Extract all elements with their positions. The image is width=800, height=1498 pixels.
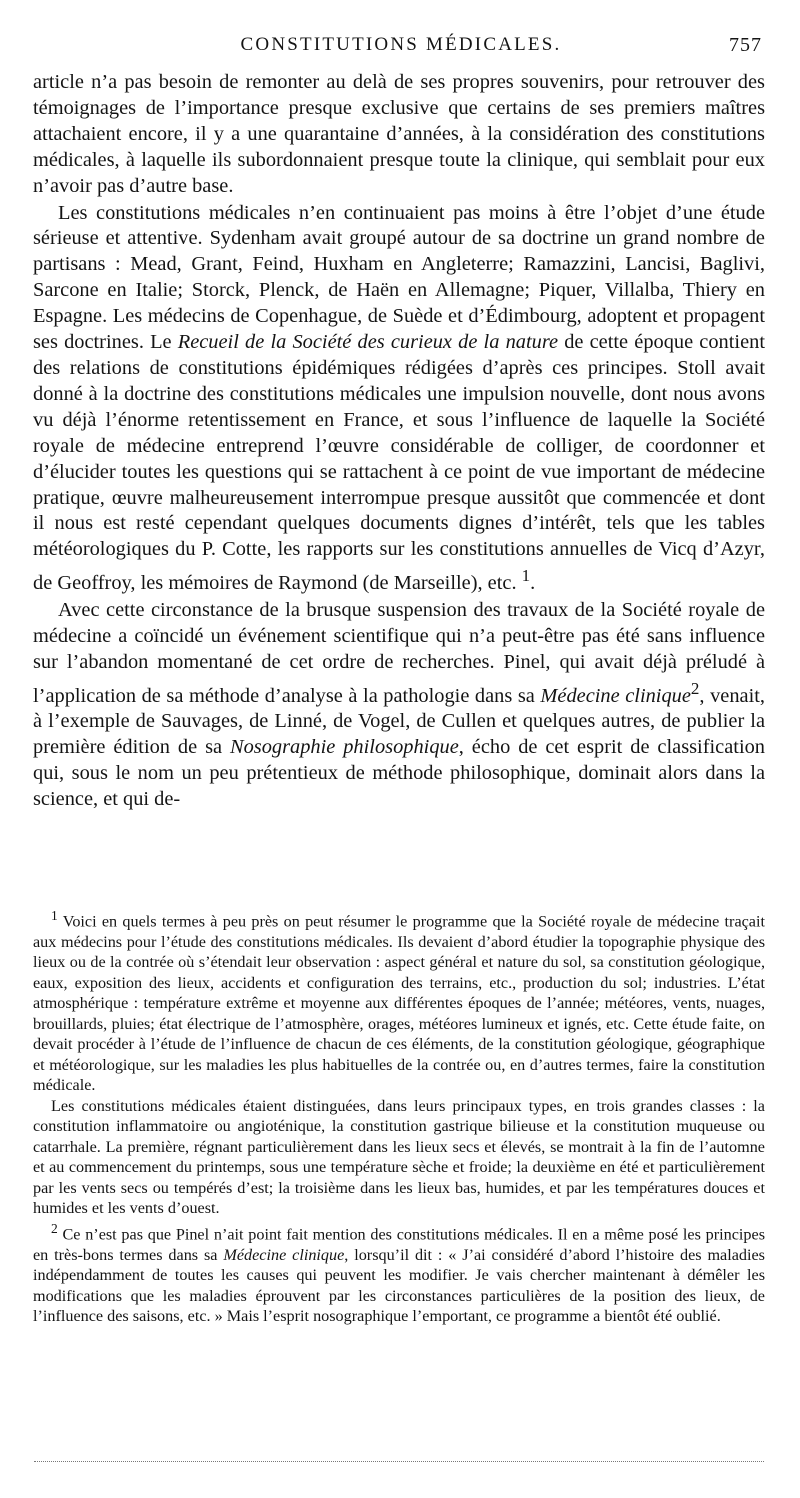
footer-rule (34, 1461, 764, 1462)
footnote-ref-1[interactable]: 1 (521, 566, 531, 586)
paragraph-3: Avec cette circonstance de la brusque suspension des travaux de la Société royale de médecine a coïncidé un événement scientifique qui n’a peut-être pas été sans influence sur l’abandon momentané de cet ordre de recherches. Pinel, qui avait déjà préludé à l’application de sa méthode d’analyse à la pathologie dans sa Médecine clinique$^2$, venait, à l’exemple de Sauvages, de Linné, de Vogel, de Cullen et quelques autres, de publier la première édition de sa Nosographie philosophique, écho de cet esprit de classification qui, sous le nom un peu prétentieux de méthode philosophique, dominait alors dans la science, et qui de- (33, 598, 766, 811)
footnote-1: $^1$ Voici en quels termes à peu près on peut résumer le programme que la Société royale de médecine traçait aux médecins pour l’étude des constitutions médicales. Ils devaient d’abord étudier la topographie physique des lieux ou de la contrée où s’étendait leur observation : aspect général et nature du sol, sa constitution géologique, eaux, exposition des lieux, accidents et configuration des terrains, etc., production du sol; industries. L’état atmosphérique : température extrême et moyenne aux différentes époques de l’année; météores, vents, nuages, brouillards, pluies; état électrique de l’atmosphère, orages, météores lumineux et ignés, etc. Cette étude faite, on devait procéder à l’étude de l’influence de chacun de ces éléments, de la constitution géologique, géographique et météorologique, sur les maladies les plus habituelles de la contrée ou, en d’autres termes, faire la constitution médicale. (33, 908, 765, 1095)
italic-title: Médecine clinique (540, 684, 691, 707)
footnote-mark-1: 1 (51, 908, 58, 923)
italic-title: Recueil de la Société des curieux de la nature (177, 331, 559, 354)
footnotes (33, 906, 765, 1327)
paragraph-2: Les constitutions médicales n’en continuaient pas moins à être l’objet d’une étude sérieuse et attentive. Sydenham avait groupé autour de sa doctrine un grand nombre de partisans : Mead, Grant, Feind, Huxham en Angleterre; Ramazzini, Lancisi, Baglivi, Sarcone en Italie; Storck, Plenck, de Haën en Allemagne; Piquer, Villalba, Thiery en Espagne. Les médecins de Copenhague, de Suède et d’Édimbourg, adoptent et propagent ses doctrines. Le Recueil de la Société des curieux de la nature de cette époque contient des relations de constitutions épidémiques rédigées d’après ces principes. Stoll avait donné à la doctrine des constitutions médicales une impulsion nouvelle, dont nous avons vu déjà l’énorme retentissement en France, et sous l’influence de laquelle la Société royale de médecine entreprend l’œuvre considérable de colliger, de coordonner et d’élucider toutes les questions qui se rattachent à ce point de vue important de médecine pratique, œuvre malheureusement interrompue presque aussitôt que commencée et dont il nous est resté cependant quelques documents dignes d’intérêt, tels que les tables météorologiques du P. Cotte, les rapports sur les constitutions annuelles de Vicq d’Azyr, de Geoffroy, les mémoires de Raymond (de Marseille), etc. $^1$. (33, 201, 765, 595)
main-text (33, 70, 765, 813)
italic-title: Médecine clinique (223, 1245, 345, 1264)
paragraph-1: article n’a pas besoin de remonter au delà de ses propres souvenirs, pour retrouver des témoignages de l’importance presque exclusive que certains de ses premiers maîtres attachaient encore, il y a une quarantaine d’années, à la considération des constitutions médicales, à laquelle ils subordonnaient presque toute la clinique, qui semblait pour eux n’avoir pas d’autre base. (33, 71, 765, 197)
running-title: CONSTITUTIONS MÉDICALES. (240, 34, 562, 55)
page-number: 757 (729, 34, 762, 56)
footnote-mark-2: 2 (51, 1220, 58, 1236)
footnote-ref-2[interactable]: 2 (690, 678, 700, 698)
footnote-2: $^2$ Ce n’est pas que Pinel n’ait point fait mention des constitutions médicales. Il en a même posé les principes en très-bons termes dans sa Médecine clinique, lorsqu’il dit : « J’ai considéré d’abord l’histoire des maladies indépendamment de toutes les causes qui peuvent les modifier. Je vais chercher maintenant à démêler les modifications que les maladies éprouvent par les circonstances particulières de la position des lieux, de l’influence des saisons, etc. » Mais l’esprit nosographique l’emportant, ce programme a bientôt été oublié. (33, 1220, 765, 1326)
italic-title: Nosographie philosophique (229, 736, 459, 759)
page-header (36, 34, 766, 58)
footnote-1-continued: Les constitutions médicales étaient distinguées, dans leurs principaux types, en trois grandes classes : la constitution inflammatoire ou angioténique, la constitution gastrique bilieuse et la constitution muqueuse ou catarrhale. La première, régnant particulièrement dans les lieux secs et élevés, se montrait à la fin de l’automne et au commencement du printemps, sous une température sèche et froide; la deuxième en été et particulièrement par les vents secs ou tempérés d’est; la troisième dans les lieux bas, humides, et par les températures douces et humides et les vents d’ouest. (33, 1096, 765, 1218)
